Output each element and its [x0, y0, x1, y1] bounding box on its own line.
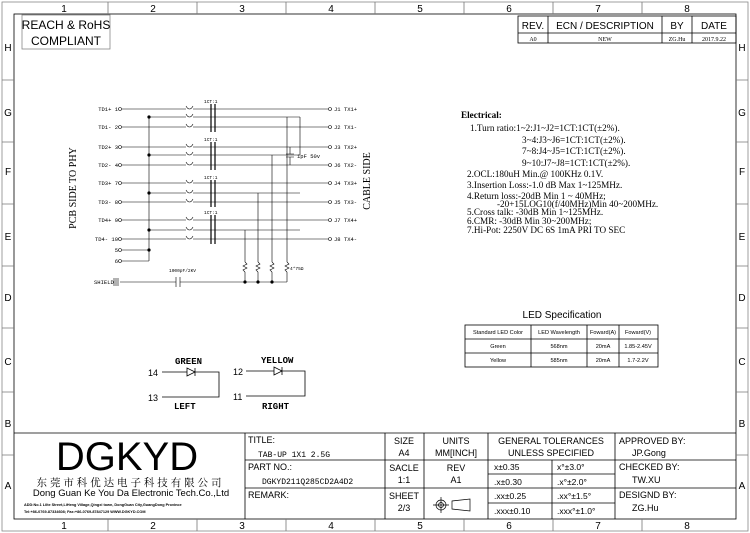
row-label: E	[4, 232, 12, 243]
col-label: 3	[239, 521, 245, 532]
col-label: 6	[506, 4, 512, 15]
yellow-label: YELLOW	[261, 356, 294, 366]
row-label: H	[4, 43, 12, 54]
tolerance-linear: .x±0.30	[494, 477, 522, 487]
pin-label: TD2- 4	[98, 162, 118, 169]
pin-label: 6	[114, 258, 118, 265]
date-header: DATE	[701, 21, 727, 32]
green-pin-b: 13	[148, 393, 159, 403]
tolerance-angular: .xxx°±1.0°	[557, 506, 596, 516]
row-label: C	[738, 357, 746, 368]
spec-line: 2.OCL:180uH Min.@ 100KHz 0.1V.	[467, 169, 604, 179]
approved-by: JP.Gong	[632, 448, 666, 458]
led-spec-title: LED Specification	[522, 310, 602, 321]
drawing-title: TAB-UP 1X1 2.5G	[258, 451, 331, 460]
spec-line: 3~4:J3~J6=1CT:1CT(±2%).	[522, 135, 626, 145]
rev-cell: A0	[529, 37, 537, 43]
col-label: 7	[595, 4, 601, 15]
col-label: 5	[417, 521, 423, 532]
spec-line: 1.Turn ratio:1~2:J1~J2=1CT:1CT(±2%).	[470, 123, 620, 133]
led-cell: 20mA	[595, 358, 611, 364]
spec-line: 3.Insertion Loss:-1.0 dB Max 1~125MHz.	[467, 180, 623, 190]
led-cell: 20mA	[595, 344, 611, 350]
col-label: 8	[684, 521, 690, 532]
spec-line: 6.CMR: -30dB Min 30~200MHz;	[467, 216, 592, 226]
led-header: Standard LED Color	[472, 330, 524, 336]
pin-label: TD4- 10	[94, 236, 118, 243]
col-label: 6	[506, 521, 512, 532]
designed-label: DESIGND BY:	[619, 490, 677, 500]
led-cell: 1.85-2.45V	[624, 344, 652, 350]
col-label: 4	[328, 4, 334, 15]
row-label: H	[738, 43, 746, 54]
rev-value: A1	[450, 475, 462, 485]
scale-label: SACLE	[389, 463, 419, 473]
spec-line: 7~8:J4~J5=1CT:1CT(±2%).	[522, 146, 626, 156]
pin-label: TD2+ 3	[98, 144, 118, 151]
tolerance-angular: .xx°±1.5°	[557, 491, 592, 501]
col-label: 2	[150, 4, 156, 15]
col-label: 5	[417, 4, 423, 15]
approved-label: APPROVED BY:	[619, 436, 686, 446]
rev-label: REV	[446, 463, 466, 473]
rev-header: REV.	[521, 21, 545, 32]
designed-by: ZG.Hu	[632, 503, 659, 513]
tolerance-angular: x°±3.0°	[557, 462, 585, 472]
pin-label: TD3- 8	[98, 199, 118, 206]
pcb-side-label: PCB SIDE TO PHY	[68, 147, 79, 229]
pin-label: J3 TX2+	[334, 144, 358, 151]
row-label: G	[738, 108, 746, 119]
date-cell: 2017.9.22	[702, 37, 726, 43]
row-label: D	[738, 293, 746, 304]
led-header: Foward(A)	[589, 330, 617, 336]
ratio-label: 1CT:1	[204, 211, 218, 216]
pin-label: TD1- 2	[98, 124, 118, 131]
size-label: SIZE	[393, 436, 415, 446]
units-value: MM[INCH]	[435, 448, 477, 458]
tolerance-linear: .xx±0.25	[494, 491, 527, 501]
col-label: 1	[61, 4, 67, 15]
pin-label: TD1+ 1	[98, 106, 118, 113]
tolerance-subtitle: UNLESS SPECIFIED	[507, 448, 595, 458]
pin-label: 5	[114, 247, 118, 254]
pin-label: J1 TX1+	[334, 106, 358, 113]
col-label: 4	[328, 521, 334, 532]
green-label: GREEN	[175, 357, 203, 367]
led-diagram-green	[162, 368, 219, 397]
tolerance-angular: .x°±2.0°	[557, 477, 587, 487]
led-spec-table	[465, 325, 658, 367]
remark-label: REMARK:	[248, 490, 290, 500]
led-header: LED Wavelength	[538, 330, 580, 336]
col-label: 8	[684, 4, 690, 15]
pin-label: J4 TX3+	[334, 180, 358, 187]
electrical-title: Electrical:	[461, 110, 502, 120]
units-label: UNITS	[442, 436, 470, 446]
tolerance-linear: x±0.35	[494, 462, 520, 472]
yellow-pin-b: 11	[233, 392, 243, 402]
led-cell: Yellow	[490, 358, 506, 364]
led-cell: Green	[490, 344, 506, 350]
cable-side-label: CABLE SIDE	[362, 152, 373, 210]
spec-line: 5.Cross talk: -30dB Min 1~125MHz.	[467, 207, 604, 217]
ecn-header: ECN / DESCRIPTION	[556, 21, 654, 32]
row-label: B	[738, 419, 746, 430]
col-label: 2	[150, 521, 156, 532]
sheet-label: SHEET	[388, 491, 420, 501]
led-diagram-yellow	[246, 367, 305, 396]
led-cell: 1.7-2.2V	[627, 358, 649, 364]
projection-symbol-icon	[433, 497, 470, 513]
pin-label: J8 TX4-	[334, 236, 358, 243]
company-name-cn: 东 莞 市 科 优 达 电 子 科 技 有 限 公 司	[36, 477, 222, 489]
spec-line: 9~10:J7~J8=1CT:1CT(±2%).	[522, 158, 631, 168]
pin-label: J5 TX3-	[334, 199, 358, 206]
spec-line: -20+15LOG10(f/40MHz)Min 40~200MHz.	[497, 199, 659, 209]
yellow-pin-a: 12	[233, 367, 244, 377]
spec-line: 7.Hi-Pot: 2250V DC 6S 1mA PRI TO SEC	[467, 225, 626, 235]
compliance-line1: REACH & RoHS	[21, 18, 111, 32]
pin-label: TD3+ 7	[98, 180, 118, 187]
resistor-label: 4*75Ω	[290, 267, 304, 272]
led-cell: 585nm	[550, 358, 568, 364]
led-header: Foward(V)	[624, 330, 652, 336]
transformer-schematic	[114, 104, 332, 287]
by-cell: ZG.Hu	[668, 37, 686, 43]
row-label: A	[738, 481, 746, 492]
scale-value: 1:1	[397, 475, 411, 485]
size-value: A4	[398, 448, 410, 458]
tolerance-title: GENERAL TOLERANCES	[498, 436, 604, 446]
pin-label: J6 TX2-	[334, 162, 358, 169]
ratio-label: 1CT:1	[204, 100, 218, 105]
company-name-en: Dong Guan Ke You Da Electronic Tech.Co.,Ltd	[32, 488, 230, 499]
tolerance-linear: .xxx±0.10	[494, 506, 531, 516]
revision-table	[518, 16, 736, 43]
cap-label: 1pF 50v	[297, 153, 321, 160]
electrical-spec	[461, 110, 658, 235]
title-label: TITLE:	[248, 435, 276, 445]
pin-label: J2 TX1-	[334, 124, 358, 131]
checked-label: CHECKED BY:	[619, 462, 680, 472]
shield-label: SHIELD	[94, 279, 114, 286]
checked-by: TW.XU	[632, 475, 661, 485]
compliance-line2: COMPLIANT	[30, 34, 102, 48]
by-header: BY	[670, 21, 684, 32]
sheet-value: 2/3	[397, 503, 411, 513]
row-label: F	[4, 167, 12, 178]
part-no: DGKYD211Q285CD2A4D2	[262, 478, 354, 487]
ratio-label: 1CT:1	[204, 138, 218, 143]
led-cell: 568nm	[550, 344, 568, 350]
row-label: E	[738, 232, 746, 243]
col-label: 7	[595, 521, 601, 532]
green-pin-a: 14	[148, 368, 159, 378]
col-label: 3	[239, 4, 245, 15]
row-label: A	[4, 481, 12, 492]
company-contact: Tel:+86-0769-87334608; Fax:+86-0769-87847129 WWW.DGKYD.COM	[24, 510, 146, 514]
row-label: G	[4, 108, 12, 119]
right-label: RIGHT	[262, 402, 290, 412]
row-label: F	[738, 167, 746, 178]
col-label: 1	[61, 521, 67, 532]
row-label: C	[4, 357, 12, 368]
spec-line: 4.Return loss:-20dB Min 1 ~ 40MHz;	[467, 191, 606, 201]
row-label: D	[4, 293, 12, 304]
pin-label: TD4+ 9	[98, 217, 118, 224]
left-label: LEFT	[174, 402, 196, 412]
pin-label: J7 TX4+	[334, 217, 358, 224]
shield-cap-label: 1000pF/2KV	[169, 269, 197, 274]
row-label: B	[4, 419, 12, 430]
company-address: ADD:No.1 Lilte Street,LiHeng Village,Qingxi town, DongGuan City,GuangDong Province	[24, 503, 182, 507]
ecn-cell: NEW	[598, 37, 612, 43]
part-no-label: PART NO.:	[248, 462, 293, 472]
ratio-label: 1CT:1	[204, 176, 218, 181]
company-logo: DGKYD	[55, 435, 199, 479]
